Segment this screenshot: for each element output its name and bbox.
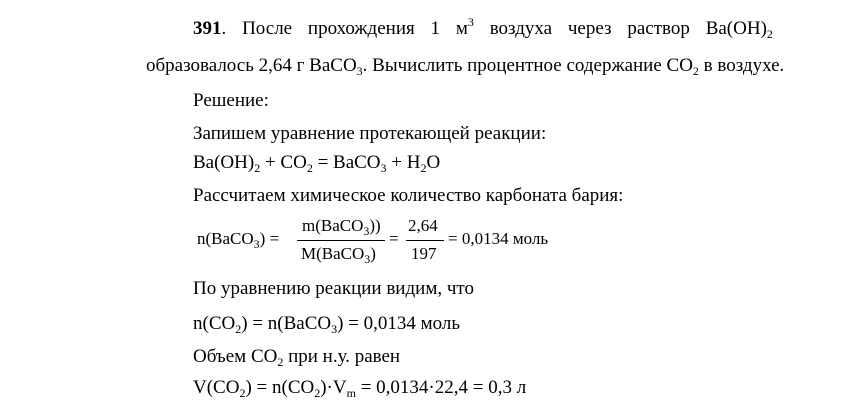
problem-number: 391.: [193, 18, 227, 39]
by-equation-text: По уравнению реакции видим, что: [193, 278, 474, 299]
solution-heading: Решение:: [193, 90, 269, 111]
problem-statement-line-1: [193, 15, 773, 41]
mole-equality: $n(CO_2)$ = n(BaCO$_3$) = 0,0134 моль: [193, 313, 461, 336]
fraction-numerator-value: 2,64: [408, 216, 438, 235]
word: 1: [430, 18, 441, 39]
reaction-equation: $Ba(OH)_2 + CO_2$ = BaCO$_3$ + $H_2O$: [193, 152, 441, 175]
formula-result: = 0,0134 моль: [448, 229, 549, 248]
formula-baoh2: $Ba(OH)_2$: [705, 18, 773, 41]
fraction-denominator-value: 197: [411, 244, 437, 263]
write-equation-text: Запишем уравнение протекающей реакции:: [193, 123, 547, 144]
fraction-numerator-mass: m(BaCO$_3$)): [302, 216, 381, 238]
calc-amount-text: Рассчитаем химическое количество карбоната бария:: [193, 185, 624, 206]
volume-equation: $V(CO_2) = n(CO_2)\cdot V_m = 0,0134\cdot 22,4 = 0,3$ л: [193, 377, 527, 400]
word: раствор: [627, 18, 690, 39]
word: через: [567, 18, 612, 39]
equals-sign: =: [389, 229, 399, 248]
fraction-bar: [406, 240, 444, 241]
word: прохождения: [307, 18, 415, 39]
fraction-bar: [297, 240, 385, 241]
volume-text: Объем $CO_2$ при н.у. равен: [193, 346, 401, 369]
fraction-denominator-molar-mass: M(BaCO$_3$): [301, 244, 376, 266]
formula-lhs: n(BaCO$_3$) =: [197, 229, 280, 251]
word: После: [242, 18, 293, 39]
problem-statement-line-2: образовалось 2,64 г BaCO$_3$. Вычислить процентное содержание $CO_2$ в воздухе.: [146, 55, 785, 78]
unit-cubic-meter: $м^3$: [455, 15, 474, 39]
word: воздуха: [489, 18, 553, 39]
